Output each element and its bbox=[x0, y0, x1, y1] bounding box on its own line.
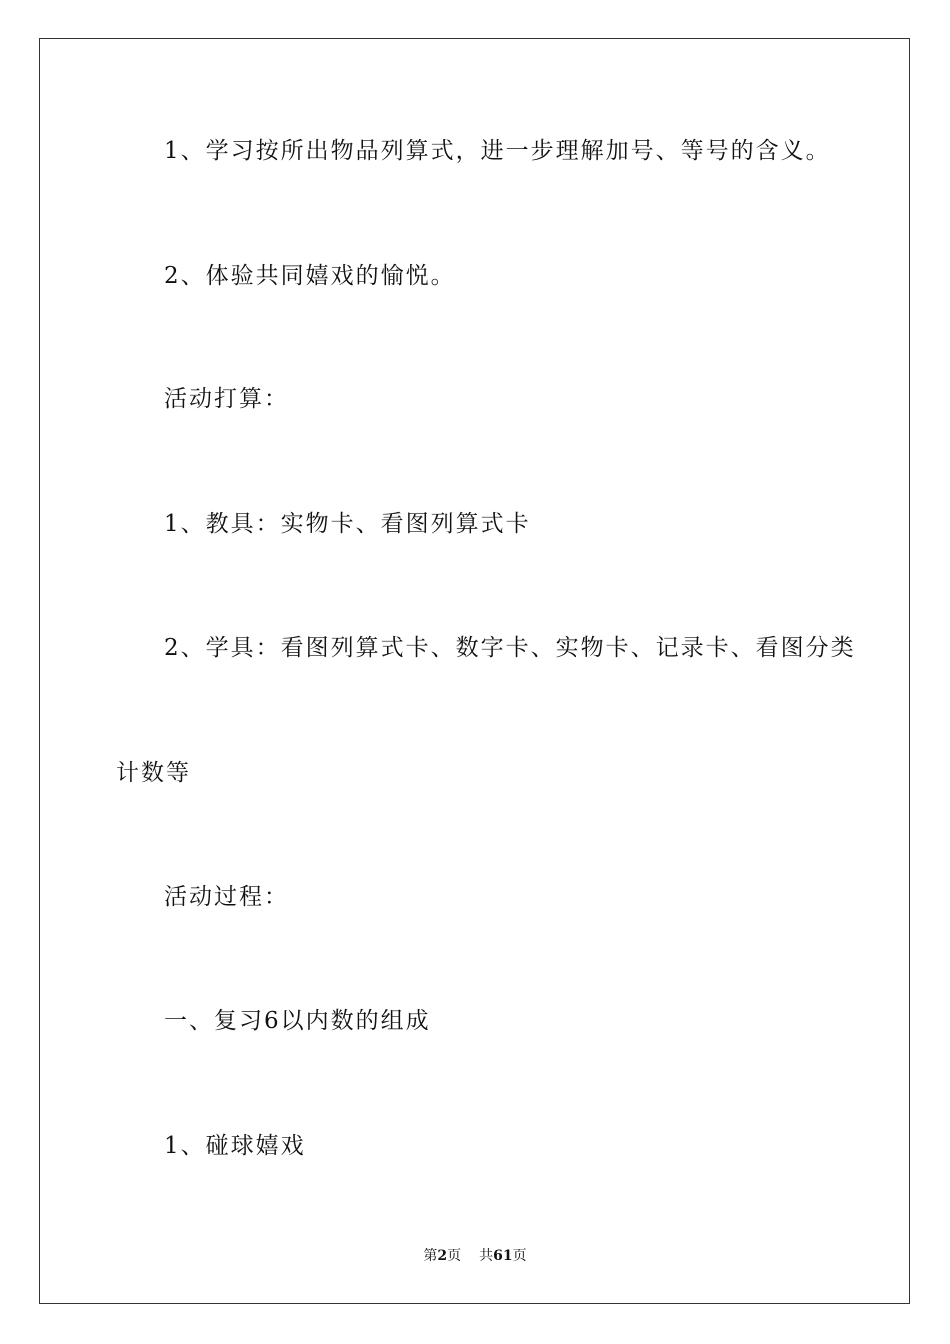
paragraph-learning-aids-continued: 计数等 bbox=[116, 760, 191, 786]
paragraph-objective-1: 1、学习按所出物品列算式，进一步理解加号、等号的含义。 bbox=[164, 138, 831, 164]
paragraph-teaching-aids: 1、教具：实物卡、看图列算式卡 bbox=[164, 511, 531, 537]
paragraph-ball-game: 1、碰球嬉戏 bbox=[164, 1133, 306, 1159]
paragraph-process-heading: 活动过程： bbox=[164, 884, 289, 910]
page-footer bbox=[0, 1246, 950, 1266]
footer-total-prefix: 共 bbox=[479, 1248, 494, 1264]
footer-page-suffix: 页 bbox=[447, 1248, 462, 1264]
paragraph-section-one: 一、复习6以内数的组成 bbox=[164, 1008, 431, 1034]
paragraph-learning-aids: 2、学具：看图列算式卡、数字卡、实物卡、记录卡、看图分类 bbox=[164, 635, 856, 661]
footer-page-number: 2 bbox=[437, 1248, 448, 1264]
paragraph-objective-2: 2、体验共同嬉戏的愉悦。 bbox=[164, 263, 456, 289]
footer-total-pages: 61 bbox=[493, 1248, 513, 1264]
footer-prefix: 第 bbox=[423, 1248, 438, 1264]
page-border bbox=[39, 38, 910, 1304]
footer-total-suffix: 页 bbox=[512, 1248, 527, 1264]
paragraph-preparation-heading: 活动打算： bbox=[164, 386, 289, 412]
